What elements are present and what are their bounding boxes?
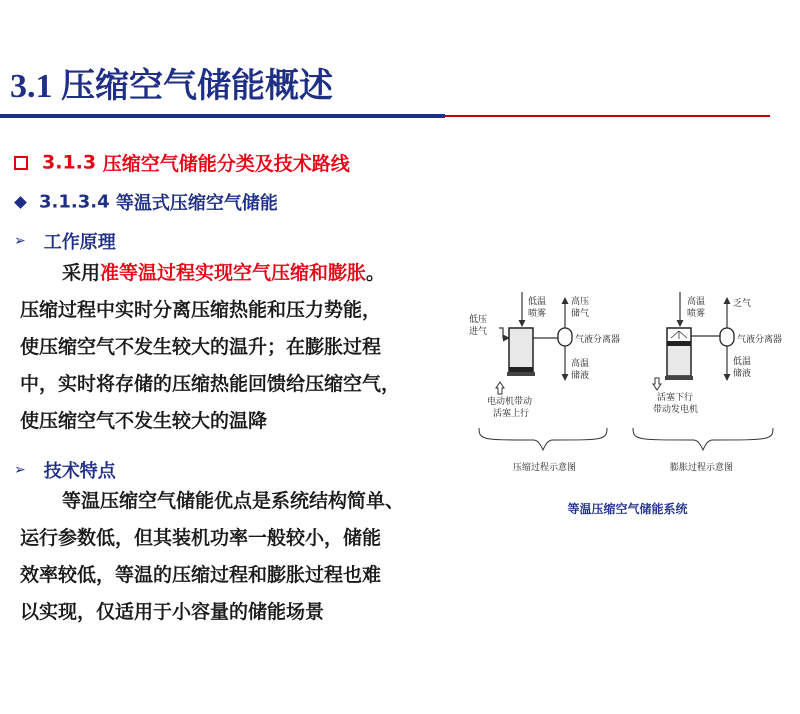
exp-down-arrow-icon [653, 378, 661, 390]
subsection-heading [12, 189, 278, 215]
text-line-content: 等温压缩空气储能优点是系统结构简单、 [62, 490, 405, 512]
title-underline-red [445, 115, 770, 117]
exp-liquid-label-1: 低温 [733, 357, 752, 367]
subsection-label: 等温式压缩空气储能 [115, 193, 278, 214]
text-line: 压缩过程中实时分离压缩热能和压力势能， [20, 299, 382, 321]
comp-separator-icon [558, 328, 572, 346]
section-heading [12, 149, 350, 176]
isothermal-caes-diagram [465, 288, 790, 488]
text-line: 运行参数低，但其装机功率一般较小，储能 [20, 527, 382, 549]
comp-inlet-label-1: 低压 [469, 315, 488, 325]
text-line: 使压缩空气不发生较大的温升；在膨胀过程 [20, 336, 382, 358]
highlight-text: 准等温过程实现空气压缩和膨胀 [100, 262, 367, 284]
tech-features-heading [12, 457, 116, 483]
comp-inlet-label-2: 进气 [469, 327, 488, 337]
title-underline-blue [0, 114, 445, 118]
exp-brace [633, 428, 773, 450]
exp-spray-label-1: 高温 [687, 297, 706, 307]
comp-liquid-label-1: 高温 [571, 359, 590, 369]
working-principle-heading [12, 228, 116, 254]
diagram-caption: 等温压缩空气储能系统 [567, 502, 688, 516]
exp-spray-label-2: 喷雾 [687, 309, 706, 319]
hollow-square-bullet-icon [14, 156, 28, 170]
comp-spray-label-1: 低温 [528, 297, 547, 307]
exp-exhaust-label: 乏气 [733, 299, 752, 309]
comp-spray-label-2: 喷雾 [528, 309, 547, 319]
exp-drive-label-2: 带动发电机 [653, 405, 699, 415]
comp-separator-label: 气液分离器 [575, 335, 621, 345]
lead-end: 。 [366, 262, 386, 284]
page-title: 3.1 压缩空气储能概述 [10, 68, 333, 105]
diamond-bullet-icon [14, 196, 27, 209]
comp-drive-label-1: 电动机带动 [487, 397, 533, 407]
arrow-bullet-icon: ➢ [14, 462, 26, 478]
lead-text: 采用 [62, 262, 101, 284]
tech-features-text [20, 483, 450, 631]
text-line: 以实现，仅适用于小容量的储能场景 [20, 601, 325, 623]
comp-inlet-arrow [499, 328, 509, 338]
comp-up-arrow-icon [496, 382, 504, 394]
exp-drive-label-1: 活塞下行 [657, 393, 694, 403]
comp-piston [509, 367, 533, 372]
text-line: 中，实时将存储的压缩热能回馈给压缩空气， [20, 373, 401, 395]
section-label: 压缩空气储能分类及技术路线 [102, 153, 350, 175]
exp-liquid-label-2: 储液 [733, 369, 752, 379]
exp-lower-chamber [668, 346, 690, 375]
text-line: 效率较低，等温的压缩过程和膨胀过程也难 [20, 564, 382, 586]
text-line [20, 483, 450, 520]
arrow-bullet-icon: ➢ [14, 233, 26, 249]
comp-storage-label-2: 储气 [571, 309, 590, 319]
comp-liquid-label-2: 储液 [571, 371, 590, 381]
working-principle-lead-line [20, 255, 450, 292]
exp-caption: 膨胀过程示意图 [670, 463, 734, 473]
exp-piston [667, 341, 691, 346]
section-number: 3.1.3 [42, 151, 97, 174]
comp-drive-label-2: 活塞上行 [493, 409, 530, 419]
exp-separator-label: 气液分离器 [737, 335, 783, 345]
title-underline [0, 114, 770, 118]
subsection-number: 3.1.3.4 [39, 191, 110, 213]
comp-cylinder [509, 328, 533, 372]
text-line: 使压缩空气不发生较大的温降 [20, 410, 268, 432]
exp-separator-icon [720, 328, 734, 346]
comp-brace [479, 428, 607, 450]
working-principle-text [20, 255, 450, 440]
working-principle-label: 工作原理 [43, 232, 116, 253]
exp-rod [665, 376, 693, 380]
comp-rod [507, 372, 535, 376]
comp-caption: 压缩过程示意图 [513, 463, 577, 473]
tech-features-label: 技术特点 [43, 461, 116, 482]
comp-storage-label-1: 高压 [571, 297, 590, 307]
